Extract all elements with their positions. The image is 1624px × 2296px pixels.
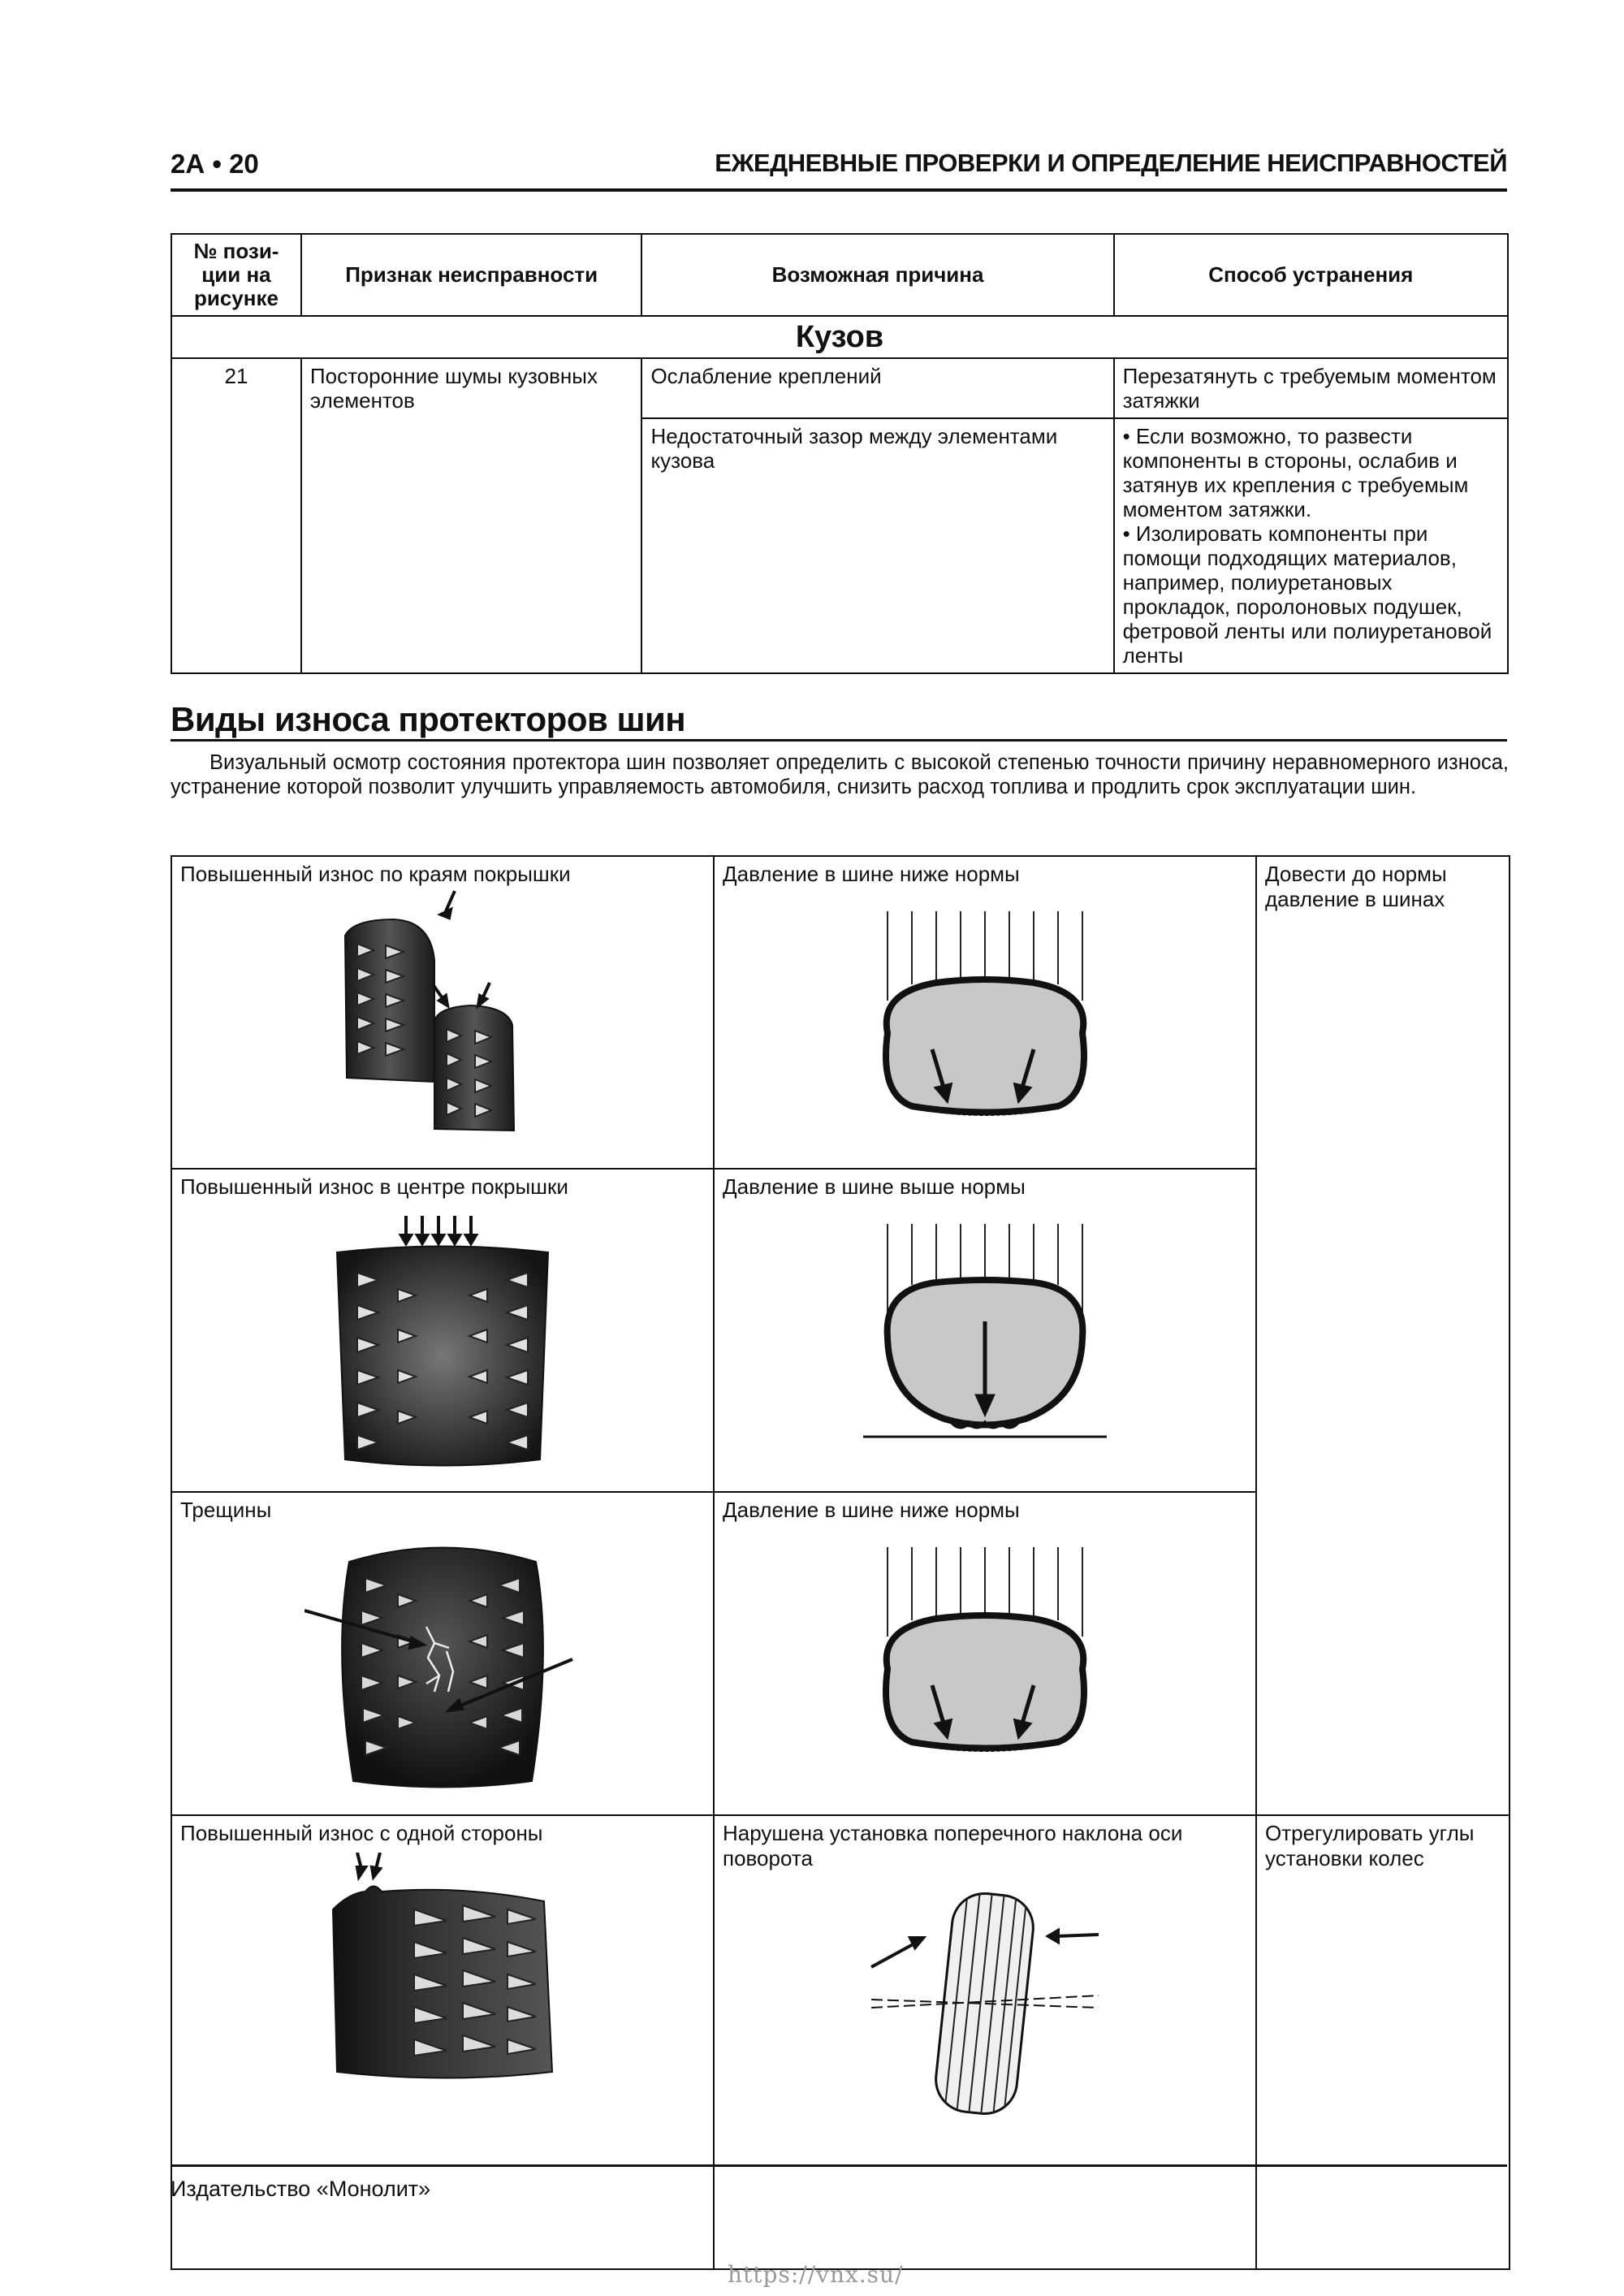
remedy-bullet-1: • Если возможно, то развести компоненты в стороны, ослабив и затянув их крепления с требуемым моментом затяжки. (1122, 424, 1469, 521)
cause-cell-1 (714, 856, 1256, 1169)
row-cause-2: Недостаточный зазор между элементами кузова (641, 418, 1113, 673)
remedy-label: Отрегулировать углы установки колес (1265, 1821, 1475, 1870)
col-header-number: № пози-ции на рисунке (171, 234, 301, 316)
wear-cell-cracks (171, 1492, 714, 1815)
fault-table (171, 233, 1509, 674)
remedy-label: Довести до нормы давление в шинах (1265, 862, 1447, 911)
remedy-cell-alignment (1256, 1815, 1510, 2269)
cause-label: Давление в шине ниже нормы (723, 1498, 1020, 1522)
wear-label: Повышенный износ по краям покрышки (180, 862, 571, 886)
underinflated-tire-cross-section-2 (863, 1547, 1107, 1783)
center-wear-tire-illustration (321, 1216, 564, 1476)
col-header-remedy: Способ устранения (1114, 234, 1508, 316)
chapter-title: ЕЖЕДНЕВНЫЕ ПРОВЕРКИ И ОПРЕДЕЛЕНИЕ НЕИСПРАВНОСТЕЙ (715, 149, 1507, 177)
cause-cell-3 (714, 1492, 1256, 1815)
row-remedy-1: Перезатянуть с требуемым моментом затяжки (1114, 358, 1508, 418)
row-cause-1: Ослабление креплений (641, 358, 1113, 418)
publisher: Издательство «Монолит» (171, 2177, 431, 2201)
col-header-symptom: Признак неисправности (301, 234, 642, 316)
camber-angle-tire-illustration (855, 1878, 1115, 2121)
cause-cell-2 (714, 1169, 1256, 1492)
wear-label: Трещины (180, 1498, 272, 1522)
row-remedy-2 (1114, 418, 1508, 673)
cause-label: Давление в шине выше нормы (723, 1174, 1026, 1199)
section-heading: Кузов (171, 316, 1508, 358)
cause-label: Нарушена установка поперечного наклона оси поворота (723, 1821, 1183, 1870)
footer-divider (171, 2164, 1507, 2167)
wear-cell-edges (171, 856, 714, 1169)
page-number: 2А • 20 (171, 149, 259, 179)
cracked-tire-illustration (304, 1529, 581, 1797)
one-side-wear-tire-illustration (317, 1853, 568, 2096)
underinflated-tire-cross-section (863, 911, 1107, 1147)
intro-paragraph: Визуальный осмотр состояния протектора шин позволяет определить с высокой степенью точности причину неравномерного износа, устранение которой позволит улучшить управляемость автомобиля, снизить расход топлива и продлить срок эксплуатации шин. (171, 751, 1509, 798)
edge-wear-tire-illustration (272, 887, 613, 1147)
remedy-bullet-2: • Изолировать компоненты при помощи подходящих материалов, например, полиуретановых прокладок, поролоновых подушек, фетровой ленты или полиуретановой ленты (1122, 521, 1492, 668)
wear-cell-center (171, 1169, 714, 1492)
col-header-cause: Возможная причина (641, 234, 1113, 316)
row-symptom: Посторонние шумы кузовных элементов (301, 358, 642, 673)
section-title: Виды износа протекторов шин (171, 700, 686, 738)
tire-wear-grid (171, 855, 1509, 2270)
wear-label: Повышенный износ в центре покрышки (180, 1174, 568, 1199)
cause-cell-4 (714, 1815, 1256, 2269)
row-number: 21 (171, 358, 301, 673)
wear-label: Повышенный износ с одной стороны (180, 1821, 543, 1845)
watermark-url: https://vnx.su/ (728, 2261, 904, 2288)
section-divider (171, 739, 1507, 742)
remedy-cell-pressure (1256, 856, 1510, 1815)
cause-label: Давление в шине ниже нормы (723, 862, 1020, 886)
overinflated-tire-cross-section (863, 1224, 1107, 1468)
header-divider (171, 188, 1507, 192)
